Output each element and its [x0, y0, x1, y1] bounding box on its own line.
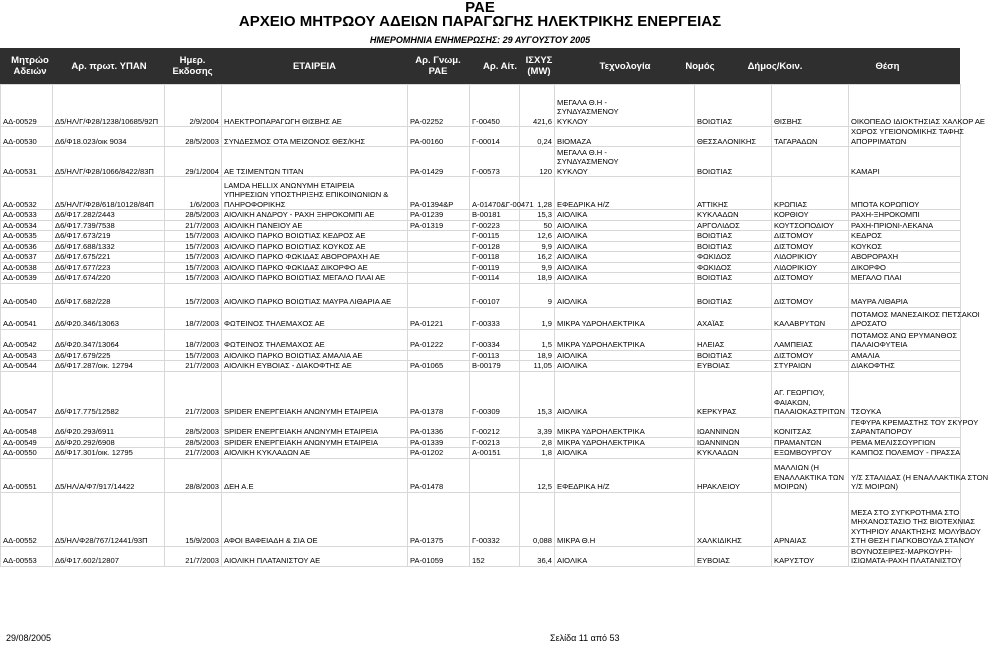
- cell-capacity-mw: 12,5: [520, 458, 555, 492]
- cell-location: ΜΑΥΡΑ ΛΙΘΑΡΙΑ: [849, 283, 961, 307]
- cell-municipality: ΤΑΓΑΡΑΔΩΝ: [772, 127, 849, 147]
- cell-opinion-number: [408, 350, 470, 361]
- cell-registry-id: ΑΔ-00543: [1, 350, 53, 361]
- cell-opinion-number: ΡΑ-01065: [408, 361, 470, 372]
- table-row: [1, 231, 961, 242]
- cell-opinion-number: ΡΑ-01339: [408, 437, 470, 448]
- cell-location: ΜΠΟΤΑ ΚΟΡΩΠΙΟΥ: [849, 177, 961, 210]
- cell-technology: ΜΙΚΡΑ ΥΔΡΟΗΛΕΚΤΡΙΚΑ: [555, 329, 695, 350]
- cell-company-name: ΑΙΟΛΙΚΟ ΠΑΡΚΟ ΦΩΚΙΔΑΣ ΑΒΟΡΟΡΑΧΗ ΑΕ: [222, 252, 408, 263]
- cell-prefecture: ΙΩΑΝΝΙΝΩΝ: [695, 437, 772, 448]
- cell-opinion-number: [408, 283, 470, 307]
- table-row: [1, 273, 961, 284]
- col-header-application: Αρ. Αίτ.: [482, 61, 518, 72]
- cell-issue-date: 15/7/2003: [165, 262, 222, 273]
- cell-protocol-number: Δ6/Φ17.301/οικ. 12795: [53, 448, 165, 459]
- cell-location: ΓΕΦΥΡΑ ΚΡΕΜΑΣΤΗΣ ΤΟΥ ΣΚΥΡΟΥ ΣΑΡΑΝΤΑΠΟΡΟΥ: [849, 417, 961, 437]
- col-header-prefecture: Νομός: [685, 61, 715, 72]
- cell-location: ΒΟΥΝΟΣΕΙΡΕΣ-ΜΑΡΚΟΥΡΗ- ΙΣΙΩΜΑΤΑ-ΡΑΧΗ ΠΛΑΤΑΝΙΣΤΟΥ: [849, 546, 961, 566]
- cell-technology: ΜΙΚΡΑ ΥΔΡΟΗΛΕΚΤΡΙΚΑ: [555, 437, 695, 448]
- cell-technology: ΑΙΟΛΙΚΑ: [555, 448, 695, 459]
- document-title: ΡΑΕ: [465, 0, 495, 16]
- cell-company-name: ΑΙΟΛΙΚΟ ΠΑΡΚΟ ΒΟΙΩΤΙΑΣ ΚΟΥΚΟΣ ΑΕ: [222, 241, 408, 252]
- cell-municipality: ΣΤΥΡΑΙΩΝ: [772, 361, 849, 372]
- cell-capacity-mw: 16,2: [520, 252, 555, 263]
- cell-company-name: ΑΙΟΛΙΚΗ ΠΛΑΤΑΝΙΣΤΟΥ ΑΕ: [222, 546, 408, 566]
- cell-location: ΠΟΤΑΜΟΣ ΜΑΝΕΣΑΙΚΟΣ ΠΕΤΣΑΚΟΙ ΔΡΟΣΑΤΟ: [849, 307, 961, 329]
- cell-location: ΜΕΓΑΛΟ ΠΛΑΙ: [849, 273, 961, 284]
- cell-prefecture: ΑΡΓΟΛΙΔΟΣ: [695, 220, 772, 231]
- cell-municipality: ΔΙΣΤΟΜΟΥ: [772, 231, 849, 242]
- cell-municipality: ΕΞΩΜΒΟΥΡΓΟΥ: [772, 448, 849, 459]
- cell-capacity-mw: 18,9: [520, 273, 555, 284]
- cell-protocol-number: Δ6/Φ17.688/1332: [53, 241, 165, 252]
- cell-company-name: ΔΕΗ Α.Ε: [222, 458, 408, 492]
- cell-company-name: ΑΙΟΛΙΚΟ ΠΑΡΚΟ ΒΟΙΩΤΙΑΣ ΚΕΔΡΟΣ ΑΕ: [222, 231, 408, 242]
- cell-protocol-number: Δ6/Φ17.739/7538: [53, 220, 165, 231]
- cell-registry-id: ΑΔ-00547: [1, 371, 53, 417]
- cell-municipality: ΑΓ. ΓΕΩΡΓΙΟΥ, ΦΑΙΑΚΩΝ, ΠΑΛΑΙΟΚΑΣΤΡΙΤΩΝ: [772, 371, 849, 417]
- cell-technology: ΑΙΟΛΙΚΑ: [555, 371, 695, 417]
- cell-protocol-number: Δ6/Φ17.673/219: [53, 231, 165, 242]
- cell-capacity-mw: 3,39: [520, 417, 555, 437]
- cell-capacity-mw: 50: [520, 220, 555, 231]
- cell-municipality: ΠΡΑΜΑΝΤΩΝ: [772, 437, 849, 448]
- table-row: [1, 371, 961, 417]
- license-table: [0, 84, 988, 567]
- cell-location: ΡΑΧΗ-ΠΡΙΟΝΙ-ΛΕΚΑΝΑ: [849, 220, 961, 231]
- cell-company-name: ΑΙΟΛΙΚΟ ΠΑΡΚΟ ΦΩΚΙΔΑΣ ΔΙΚΟΡΦΟ ΑΕ: [222, 262, 408, 273]
- cell-location: ΤΣΟΥΚΑ: [849, 371, 961, 417]
- cell-opinion-number: [408, 252, 470, 263]
- cell-municipality: [772, 147, 849, 177]
- cell-application-number: Γ-00115: [470, 231, 520, 242]
- cell-application-number: Γ-00332: [470, 492, 520, 546]
- cell-opinion-number: [408, 262, 470, 273]
- cell-opinion-number: [408, 231, 470, 242]
- table-row: [1, 262, 961, 273]
- cell-issue-date: 15/7/2003: [165, 283, 222, 307]
- cell-company-name: ΦΩΤΕΙΝΟΣ ΤΗΛΕΜΑΧΟΣ ΑΕ: [222, 307, 408, 329]
- cell-protocol-number: Δ5/ΗΛ/Φ28/767/12441/93Π: [53, 492, 165, 546]
- cell-protocol-number: Δ6/Φ17.675/221: [53, 252, 165, 263]
- cell-municipality: ΚΟΡΘΙΟΥ: [772, 210, 849, 221]
- cell-registry-id: ΑΔ-00537: [1, 252, 53, 263]
- col-header-technology: Τεχνολογία: [599, 61, 651, 72]
- cell-location: ΚΟΥΚΟΣ: [849, 241, 961, 252]
- cell-application-number: [470, 458, 520, 492]
- cell-opinion-number: ΡΑ-01429: [408, 147, 470, 177]
- cell-protocol-number: Δ6/Φ17.679/225: [53, 350, 165, 361]
- cell-opinion-number: ΡΑ-00160: [408, 127, 470, 147]
- cell-location: Υ/Σ ΣΤΑΛΙΔΑΣ (Η ΕΝΑΛΛΑΚΤΙΚΑ ΣΤΟΝ Υ/Σ ΜΟΙΡΩΝ): [849, 458, 961, 492]
- cell-issue-date: 15/9/2003: [165, 492, 222, 546]
- table-row: [1, 361, 961, 372]
- cell-company-name: ΗΛΕΚΤΡΟΠΑΡΑΓΩΓΗ ΘΙΣΒΗΣ ΑΕ: [222, 85, 408, 127]
- column-header-bar: [0, 48, 960, 84]
- cell-protocol-number: Δ6/Φ17.682/228: [53, 283, 165, 307]
- cell-capacity-mw: 1,9: [520, 307, 555, 329]
- cell-municipality: ΔΙΣΤΟΜΟΥ: [772, 283, 849, 307]
- cell-capacity-mw: 1,5: [520, 329, 555, 350]
- cell-issue-date: 21/7/2003: [165, 220, 222, 231]
- table-row: [1, 127, 961, 147]
- table-row: [1, 458, 961, 492]
- cell-issue-date: 15/7/2003: [165, 252, 222, 263]
- cell-registry-id: ΑΔ-00538: [1, 262, 53, 273]
- cell-registry-id: ΑΔ-00534: [1, 220, 53, 231]
- col-header-opinion: Αρ. Γνωμ. ΡΑΕ: [415, 55, 461, 77]
- footer-page-number: Σελίδα 11 από 53: [550, 633, 620, 643]
- cell-application-number: Β-00181: [470, 210, 520, 221]
- cell-issue-date: 29/1/2004: [165, 147, 222, 177]
- cell-application-number: 152: [470, 546, 520, 566]
- table-row: [1, 417, 961, 437]
- table-row: [1, 210, 961, 221]
- cell-capacity-mw: 15,3: [520, 210, 555, 221]
- cell-municipality: ΚΡΩΠΙΑΣ: [772, 177, 849, 210]
- cell-technology: ΑΙΟΛΙΚΑ: [555, 350, 695, 361]
- cell-prefecture: ΕΥΒΟΙΑΣ: [695, 546, 772, 566]
- cell-opinion-number: ΡΑ-01375: [408, 492, 470, 546]
- cell-protocol-number: Δ5/ΗΛ/Α/Φ7/917/14422: [53, 458, 165, 492]
- cell-issue-date: 18/7/2003: [165, 329, 222, 350]
- cell-prefecture: ΒΟΙΩΤΙΑΣ: [695, 273, 772, 284]
- cell-capacity-mw: 15,3: [520, 371, 555, 417]
- cell-location: ΑΒΟΡΟΡΑΧΗ: [849, 252, 961, 263]
- cell-municipality: ΘΙΣΒΗΣ: [772, 85, 849, 127]
- update-date-line: ΗΜΕΡΟΜΗΝΙΑ ΕΝΗΜΕΡΩΣΗΣ: 29 ΑΥΓΟΥΣΤΟΥ 2005: [369, 35, 591, 45]
- cell-application-number: Γ-00334: [470, 329, 520, 350]
- cell-protocol-number: Δ6/Φ17.775/12582: [53, 371, 165, 417]
- cell-registry-id: ΑΔ-00542: [1, 329, 53, 350]
- cell-municipality: ΛΑΜΠΕΙΑΣ: [772, 329, 849, 350]
- cell-registry-id: ΑΔ-00549: [1, 437, 53, 448]
- col-header-registry: Μητρώο Αδειών: [11, 55, 49, 77]
- cell-opinion-number: ΡΑ-01202: [408, 448, 470, 459]
- col-header-protocol: Αρ. πρωτ. ΥΠΑΝ: [71, 61, 147, 72]
- cell-application-number: Γ-00573: [470, 147, 520, 177]
- cell-location: ΑΜΑΛΙΑ: [849, 350, 961, 361]
- cell-technology: ΑΙΟΛΙΚΑ: [555, 252, 695, 263]
- cell-technology: ΑΙΟΛΙΚΑ: [555, 262, 695, 273]
- cell-technology: ΑΙΟΛΙΚΑ: [555, 546, 695, 566]
- cell-application-number: Γ-00212: [470, 417, 520, 437]
- cell-prefecture: ΒΟΙΩΤΙΑΣ: [695, 241, 772, 252]
- cell-location: ΚΑΜΑΡΙ: [849, 147, 961, 177]
- cell-location: ΚΑΜΠΟΣ ΠΟΛΕΜΟΥ - ΠΡΑΣΣΑ: [849, 448, 961, 459]
- cell-technology: ΑΙΟΛΙΚΑ: [555, 283, 695, 307]
- cell-prefecture: ΒΟΙΩΤΙΑΣ: [695, 231, 772, 242]
- cell-registry-id: ΑΔ-00550: [1, 448, 53, 459]
- cell-registry-id: ΑΔ-00544: [1, 361, 53, 372]
- cell-capacity-mw: 11,05: [520, 361, 555, 372]
- cell-registry-id: ΑΔ-00535: [1, 231, 53, 242]
- cell-prefecture: ΒΟΙΩΤΙΑΣ: [695, 283, 772, 307]
- cell-prefecture: ΗΛΕΙΑΣ: [695, 329, 772, 350]
- cell-application-number: Γ-00223: [470, 220, 520, 231]
- cell-issue-date: 15/7/2003: [165, 241, 222, 252]
- cell-capacity-mw: 36,4: [520, 546, 555, 566]
- cell-registry-id: ΑΔ-00540: [1, 283, 53, 307]
- cell-application-number: Β-00179: [470, 361, 520, 372]
- cell-prefecture: ΧΑΛΚΙΔΙΚΗΣ: [695, 492, 772, 546]
- cell-municipality: ΚΟΥΤΣΟΠΟΔΙΟΥ: [772, 220, 849, 231]
- cell-company-name: ΑΙΟΛΙΚΗ ΑΝΔΡΟΥ - ΡΑΧΗ ΞΗΡΟΚΟΜΠΙ ΑΕ: [222, 210, 408, 221]
- table-row: [1, 448, 961, 459]
- cell-municipality: ΚΟΝΙΤΣΑΣ: [772, 417, 849, 437]
- cell-company-name: SPIDER ΕΝΕΡΓΕΙΑΚΗ ΑΝΩΝΥΜΗ ΕΤΑΙΡΕΙΑ: [222, 417, 408, 437]
- cell-technology: ΑΙΟΛΙΚΑ: [555, 361, 695, 372]
- cell-company-name: ΑΙΟΛΙΚΗ ΕΥΒΟΙΑΣ - ΔΙΑΚΟΦΤΗΣ ΑΕ: [222, 361, 408, 372]
- cell-prefecture: ΑΧΑΪΑΣ: [695, 307, 772, 329]
- cell-opinion-number: ΡΑ-01478: [408, 458, 470, 492]
- cell-technology: ΑΙΟΛΙΚΑ: [555, 210, 695, 221]
- cell-location: ΚΕΔΡΟΣ: [849, 231, 961, 242]
- cell-registry-id: ΑΔ-00533: [1, 210, 53, 221]
- cell-protocol-number: Δ5/ΗΛ/Γ/Φ28/1238/10685/92Π: [53, 85, 165, 127]
- cell-issue-date: 28/5/2003: [165, 127, 222, 147]
- cell-registry-id: ΑΔ-00548: [1, 417, 53, 437]
- cell-company-name: LAMDA HELLIX ΑΝΩΝΥΜΗ ΕΤΑΙΡΕΙΑ ΥΠΗΡΕΣΙΩΝ ΥΠΟΣΤΗΡΙΞΗΣ ΕΠΙΚΟΙΝΩΝΙΩΝ & ΠΛΗΡΟΦΟΡΙΚΗΣ: [222, 177, 408, 210]
- cell-issue-date: 1/6/2003: [165, 177, 222, 210]
- cell-technology: ΜΙΚΡΑ ΥΔΡΟΗΛΕΚΤΡΙΚΑ: [555, 307, 695, 329]
- cell-prefecture: ΗΡΑΚΛΕΙΟΥ: [695, 458, 772, 492]
- cell-issue-date: 28/5/2003: [165, 437, 222, 448]
- cell-prefecture: ΘΕΣΣΑΛΟΝΙΚΗΣ: [695, 127, 772, 147]
- table-row: [1, 85, 961, 127]
- cell-application-number: Γ-00128: [470, 241, 520, 252]
- cell-registry-id: ΑΔ-00530: [1, 127, 53, 147]
- cell-issue-date: 15/7/2003: [165, 350, 222, 361]
- cell-registry-id: ΑΔ-00541: [1, 307, 53, 329]
- cell-location: ΠΟΤΑΜΟΣ ΑΝΩ ΕΡΥΜΑΝΘΟΣ ΠΑΛΑΙΟΦΥΤΕΙΑ: [849, 329, 961, 350]
- cell-issue-date: 28/8/2003: [165, 458, 222, 492]
- cell-company-name: SPIDER ΕΝΕΡΓΕΙΑΚΗ ΑΝΩΝΥΜΗ ΕΤΑΙΡΕΙΑ: [222, 437, 408, 448]
- cell-registry-id: ΑΔ-00539: [1, 273, 53, 284]
- cell-application-number: Γ-00309: [470, 371, 520, 417]
- cell-municipality: ΔΙΣΤΟΜΟΥ: [772, 273, 849, 284]
- cell-company-name: ΑΦΟΙ ΒΑΦΕΙΑΔΗ & ΣΙΑ ΟΕ: [222, 492, 408, 546]
- cell-registry-id: ΑΔ-00532: [1, 177, 53, 210]
- cell-company-name: ΑΙΟΛΙΚΟ ΠΑΡΚΟ ΒΟΙΩΤΙΑΣ ΜΑΥΡΑ ΛΙΘΑΡΙΑ ΑΕ: [222, 283, 408, 307]
- cell-registry-id: ΑΔ-00531: [1, 147, 53, 177]
- table-row: [1, 252, 961, 263]
- cell-company-name: ΣΥΝΔΕΣΜΟΣ ΟΤΑ ΜΕΙΖΟΝΟΣ ΘΕΣ/ΚΗΣ: [222, 127, 408, 147]
- cell-capacity-mw: 0,24: [520, 127, 555, 147]
- cell-opinion-number: ΡΑ-01221: [408, 307, 470, 329]
- cell-application-number: Γ-00113: [470, 350, 520, 361]
- footer-date: 29/08/2005: [6, 633, 52, 643]
- cell-technology: ΜΕΓΑΛΑ Θ.Η - ΣΥΝΔΥΑΣΜΕΝΟΥ ΚΥΚΛΟΥ: [555, 147, 695, 177]
- cell-issue-date: 28/5/2003: [165, 417, 222, 437]
- cell-opinion-number: ΡΑ-01222: [408, 329, 470, 350]
- cell-technology: ΜΕΓΑΛΑ Θ.Η - ΣΥΝΔΥΑΣΜΕΝΟΥ ΚΥΚΛΟΥ: [555, 85, 695, 127]
- cell-registry-id: ΑΔ-00553: [1, 546, 53, 566]
- cell-prefecture: ΕΥΒΟΙΑΣ: [695, 361, 772, 372]
- cell-protocol-number: Δ6/Φ17.282/2443: [53, 210, 165, 221]
- cell-opinion-number: ΡΑ-01239: [408, 210, 470, 221]
- document-subtitle: ΑΡΧΕΙΟ ΜΗΤΡΩΟΥ ΑΔΕΙΩΝ ΠΑΡΑΓΩΓΗΣ ΗΛΕΚΤΡΙΚΗΣ ΕΝΕΡΓΕΙΑΣ: [238, 13, 722, 30]
- col-header-issue-date: Ημερ. Εκδοσης: [172, 55, 213, 77]
- cell-technology: ΜΙΚΡΑ Θ.Η: [555, 492, 695, 546]
- table-row: [1, 177, 961, 210]
- cell-location: ΟΙΚΟΠΕΔΟ ΙΔΙΟΚΤΗΣΙΑΣ ΧΑΛΚΟΡ ΑΕ: [849, 85, 961, 127]
- cell-protocol-number: Δ6/Φ20.292/6908: [53, 437, 165, 448]
- cell-capacity-mw: 1,8: [520, 448, 555, 459]
- cell-municipality: ΛΙΔΟΡΙΚΙΟΥ: [772, 252, 849, 263]
- cell-location: ΔΙΚΟΡΦΟ: [849, 262, 961, 273]
- cell-opinion-number: ΡΑ-01319: [408, 220, 470, 231]
- cell-prefecture: ΑΤΤΙΚΗΣ: [695, 177, 772, 210]
- cell-application-number: Γ-00114: [470, 273, 520, 284]
- cell-application-number: Γ-00107: [470, 283, 520, 307]
- table-row: [1, 492, 961, 546]
- cell-location: ΧΩΡΟΣ ΥΓΕΙΟΝΟΜΙΚΗΣ ΤΑΦΗΣ ΑΠΟΡΡΙΜΑΤΩΝ: [849, 127, 961, 147]
- col-header-capacity: ΙΣΧΥΣ (MW): [525, 55, 553, 77]
- cell-company-name: ΑΙΟΛΙΚΗ ΚΥΚΛΑΔΩΝ ΑΕ: [222, 448, 408, 459]
- cell-capacity-mw: 18,9: [520, 350, 555, 361]
- cell-capacity-mw: 9: [520, 283, 555, 307]
- table-row: [1, 329, 961, 350]
- cell-protocol-number: Δ6/Φ17.287/οικ. 12794: [53, 361, 165, 372]
- cell-capacity-mw: 0,088: [520, 492, 555, 546]
- cell-issue-date: 21/7/2003: [165, 448, 222, 459]
- cell-protocol-number: Δ6/Φ17.674/220: [53, 273, 165, 284]
- table-row: [1, 307, 961, 329]
- cell-protocol-number: Δ6/Φ18.023/οικ 9034: [53, 127, 165, 147]
- cell-municipality: ΚΑΛΑΒΡΥΤΩΝ: [772, 307, 849, 329]
- cell-application-number: Γ-00213: [470, 437, 520, 448]
- cell-application-number: Γ-00119: [470, 262, 520, 273]
- cell-registry-id: ΑΔ-00536: [1, 241, 53, 252]
- cell-technology: ΒΙΟΜΑΖΑ: [555, 127, 695, 147]
- cell-issue-date: 15/7/2003: [165, 273, 222, 284]
- cell-company-name: ΑΙΟΛΙΚΟ ΠΑΡΚΟ ΒΟΙΩΤΙΑΣ ΑΜΑΛΙΑ ΑΕ: [222, 350, 408, 361]
- cell-company-name: ΑΙΟΛΙΚΟ ΠΑΡΚΟ ΒΟΙΩΤΙΑΣ ΜΕΓΑΛΟ ΠΛΑΙ ΑΕ: [222, 273, 408, 284]
- cell-issue-date: 21/7/2003: [165, 371, 222, 417]
- cell-issue-date: 21/7/2003: [165, 546, 222, 566]
- cell-municipality: ΔΙΣΤΟΜΟΥ: [772, 241, 849, 252]
- cell-prefecture: ΙΩΑΝΝΙΝΩΝ: [695, 417, 772, 437]
- table-row: [1, 283, 961, 307]
- cell-capacity-mw: 9,9: [520, 262, 555, 273]
- cell-prefecture: ΒΟΙΩΤΙΑΣ: [695, 350, 772, 361]
- cell-opinion-number: [408, 273, 470, 284]
- cell-technology: ΑΙΟΛΙΚΑ: [555, 231, 695, 242]
- cell-application-number: Α-01470&Γ-00471: [470, 177, 520, 210]
- cell-protocol-number: Δ5/ΗΛ/Γ/Φ28/618/10128/84Π: [53, 177, 165, 210]
- cell-location: ΡΑΧΗ-ΞΗΡΟΚΟΜΠΙ: [849, 210, 961, 221]
- cell-prefecture: ΦΩΚΙΔΟΣ: [695, 252, 772, 263]
- cell-technology: ΑΙΟΛΙΚΑ: [555, 273, 695, 284]
- cell-opinion-number: ΡΑ-01394&Ρ: [408, 177, 470, 210]
- col-header-company: ΕΤΑΙΡΕΙΑ: [292, 61, 337, 72]
- cell-technology: ΕΦΕΔΡΙΚΑ Η/Ζ: [555, 458, 695, 492]
- cell-company-name: ΦΩΤΕΙΝΟΣ ΤΗΛΕΜΑΧΟΣ ΑΕ: [222, 329, 408, 350]
- table-row: [1, 546, 961, 566]
- cell-issue-date: 28/5/2003: [165, 210, 222, 221]
- cell-company-name: ΑΙΟΛΙΚΗ ΠΑΝΕΙΟΥ ΑΕ: [222, 220, 408, 231]
- cell-technology: ΜΙΚΡΑ ΥΔΡΟΗΛΕΚΤΡΙΚΑ: [555, 417, 695, 437]
- cell-technology: ΑΙΟΛΙΚΑ: [555, 220, 695, 231]
- cell-opinion-number: ΡΑ-01378: [408, 371, 470, 417]
- table-row: [1, 350, 961, 361]
- cell-issue-date: 21/7/2003: [165, 361, 222, 372]
- cell-municipality: ΑΡΝΑΙΑΣ: [772, 492, 849, 546]
- col-header-municipality: Δήμος/Κοιν.: [747, 61, 803, 72]
- cell-prefecture: ΚΥΚΛΑΔΩΝ: [695, 210, 772, 221]
- cell-location: ΔΙΑΚΟΦΤΗΣ: [849, 361, 961, 372]
- cell-application-number: Γ-00333: [470, 307, 520, 329]
- cell-capacity-mw: 1,28: [520, 177, 555, 210]
- cell-registry-id: ΑΔ-00529: [1, 85, 53, 127]
- col-header-location: Θέση: [875, 61, 900, 72]
- cell-capacity-mw: 9,9: [520, 241, 555, 252]
- cell-capacity-mw: 12,6: [520, 231, 555, 242]
- cell-protocol-number: Δ6/Φ20.293/6911: [53, 417, 165, 437]
- cell-prefecture: ΒΟΙΩΤΙΑΣ: [695, 85, 772, 127]
- cell-municipality: ΔΙΣΤΟΜΟΥ: [772, 350, 849, 361]
- cell-location: ΜΕΣΑ ΣΤΟ ΣΥΓΚΡΟΤΗΜΑ ΣΤΟ ΜΗΧΑΝΟΣΤΑΣΙΟ ΤΗΣ ΒΙΟΤΕΧΝΙΑΣ ΧΥΤΗΡΙΟΥ ΑΝΑΚΤΗΣΗΣ ΜΟΛΥΒΔΟΥ ΣΤΗ ΘΕΣΗ ΓΙΑΓΚΟΒΟΥΔΑ ΣΤΑΝΟΥ: [849, 492, 961, 546]
- cell-prefecture: ΚΕΡΚΥΡΑΣ: [695, 371, 772, 417]
- cell-protocol-number: Δ6/Φ17.677/223: [53, 262, 165, 273]
- cell-protocol-number: Δ6/Φ17.602/12807: [53, 546, 165, 566]
- cell-protocol-number: Δ6/Φ20.346/13063: [53, 307, 165, 329]
- cell-issue-date: 15/7/2003: [165, 231, 222, 242]
- table-row: [1, 147, 961, 177]
- cell-registry-id: ΑΔ-00551: [1, 458, 53, 492]
- cell-prefecture: ΦΩΚΙΔΟΣ: [695, 262, 772, 273]
- cell-capacity-mw: 120: [520, 147, 555, 177]
- cell-prefecture: ΚΥΚΛΑΔΩΝ: [695, 448, 772, 459]
- cell-municipality: ΜΑΛΛΙΩΝ (Η ΕΝΑΛΛΑΚΤΙΚΑ ΤΩΝ ΜΟΙΡΩΝ): [772, 458, 849, 492]
- cell-location: ΡΕΜΑ ΜΕΛΙΣΣΟΥΡΓΙΩΝ: [849, 437, 961, 448]
- cell-company-name: ΑΕ ΤΣΙΜΕΝΤΩΝ ΤΙΤΑΝ: [222, 147, 408, 177]
- cell-opinion-number: [408, 241, 470, 252]
- cell-opinion-number: ΡΑ-01336: [408, 417, 470, 437]
- table-row: [1, 220, 961, 231]
- cell-issue-date: 2/9/2004: [165, 85, 222, 127]
- cell-municipality: ΚΑΡΥΣΤΟΥ: [772, 546, 849, 566]
- cell-registry-id: ΑΔ-00552: [1, 492, 53, 546]
- cell-protocol-number: Δ5/ΗΛ/Γ/Φ28/1066/8422/83Π: [53, 147, 165, 177]
- table-row: [1, 241, 961, 252]
- cell-issue-date: 18/7/2003: [165, 307, 222, 329]
- cell-capacity-mw: 421,6: [520, 85, 555, 127]
- cell-protocol-number: Δ6/Φ20.347/13064: [53, 329, 165, 350]
- cell-opinion-number: ΡΑ-02252: [408, 85, 470, 127]
- cell-technology: ΕΦΕΔΡΙΚΑ Η/Ζ: [555, 177, 695, 210]
- cell-technology: ΑΙΟΛΙΚΑ: [555, 241, 695, 252]
- cell-application-number: Γ-00118: [470, 252, 520, 263]
- cell-application-number: Α-00151: [470, 448, 520, 459]
- cell-application-number: Γ-00014: [470, 127, 520, 147]
- cell-company-name: SPIDER ΕΝΕΡΓΕΙΑΚΗ ΑΝΩΝΥΜΗ ΕΤΑΙΡΕΙΑ: [222, 371, 408, 417]
- cell-municipality: ΛΙΔΟΡΙΚΙΟΥ: [772, 262, 849, 273]
- cell-capacity-mw: 2,8: [520, 437, 555, 448]
- cell-prefecture: ΒΟΙΩΤΙΑΣ: [695, 147, 772, 177]
- table-row: [1, 437, 961, 448]
- cell-opinion-number: ΡΑ-01059: [408, 546, 470, 566]
- cell-application-number: Γ-00450: [470, 85, 520, 127]
